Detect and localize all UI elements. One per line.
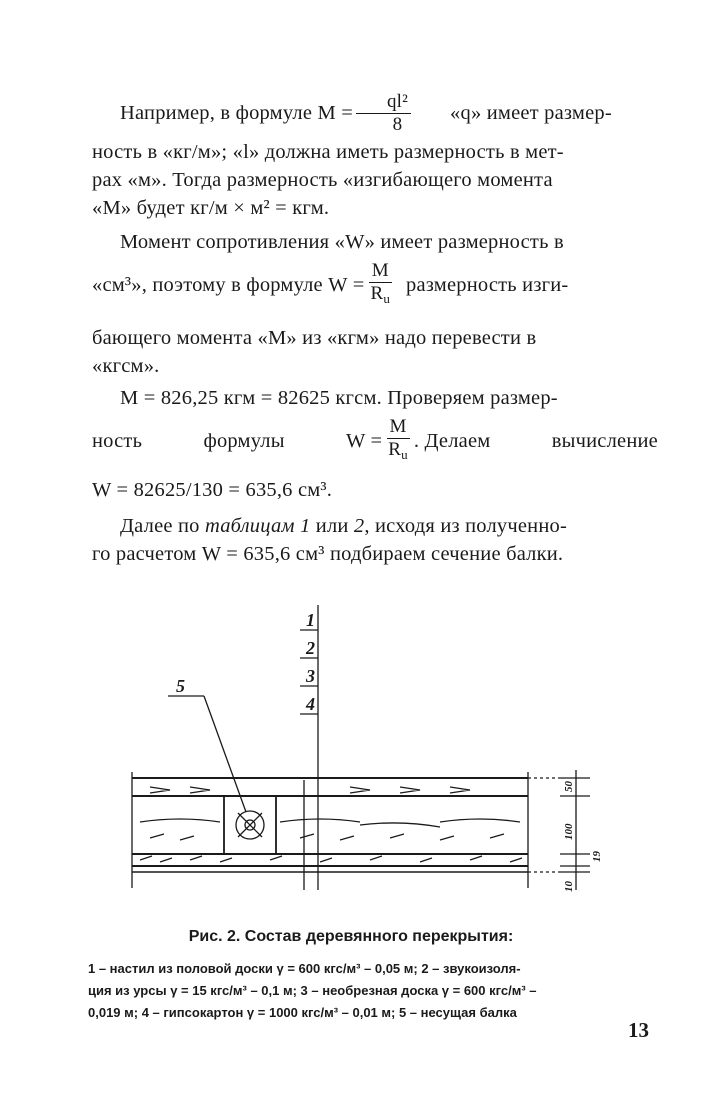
figure-caption-title: Рис. 2. Состав деревянного перекрытия: bbox=[188, 928, 514, 945]
table-reference: 2 bbox=[353, 515, 365, 537]
text-line: «см³», поэтому в формуле W = bbox=[92, 274, 365, 296]
fraction-numerator: ql² bbox=[356, 91, 411, 114]
denominator-subscript: u bbox=[383, 291, 391, 306]
text-word: W = bbox=[346, 430, 383, 452]
text-line: Далее по bbox=[120, 515, 205, 537]
caption-line: 1 – настил из половой доски γ = 600 кгс/м³ – 0,05 м; 2 – звукоизоля- bbox=[88, 961, 521, 976]
dimension-label: 50 bbox=[563, 781, 575, 792]
caption-line: ция из урсы γ = 15 кгс/м³ – 0,1 м; 3 – необрезная доска γ = 600 кгс/м³ – bbox=[88, 983, 537, 998]
text-word: вычисление bbox=[551, 430, 658, 452]
paragraph-2 bbox=[92, 228, 658, 380]
text-word: ность bbox=[92, 430, 143, 452]
text-line: «q» имеет размер- bbox=[450, 102, 612, 124]
text-line: W = 82625/130 = 635,6 см³. bbox=[92, 479, 333, 501]
denominator-letter: R bbox=[388, 439, 402, 460]
layer-label: 1 bbox=[306, 610, 315, 630]
paragraph-1 bbox=[92, 88, 658, 222]
fraction-denominator bbox=[385, 439, 411, 466]
page-number: 13 bbox=[628, 1018, 649, 1042]
text-line: Например, в формуле M = bbox=[120, 102, 353, 124]
text-word: формулы bbox=[203, 430, 285, 452]
formula-fraction bbox=[356, 91, 411, 136]
text-line: , исходя из полученно- bbox=[364, 515, 567, 537]
paragraph-3 bbox=[92, 384, 658, 504]
text-line: «М» будет кг/м × м² = кгм. bbox=[92, 197, 330, 219]
denominator-letter: R bbox=[370, 283, 384, 304]
denominator-subscript: u bbox=[401, 447, 408, 462]
text-line: Момент сопротивления «W» имеет размерность в bbox=[120, 231, 564, 253]
formula-fraction bbox=[367, 260, 393, 310]
figure-caption-body bbox=[88, 958, 658, 1024]
layer-label: 3 bbox=[306, 666, 315, 686]
dimension-label: 100 bbox=[563, 823, 575, 840]
text-line: или bbox=[310, 515, 354, 537]
text-line: размерность изги- bbox=[406, 274, 569, 296]
text-line: ность в «кг/м»; «l» должна иметь размерность в мет- bbox=[92, 141, 564, 163]
layer-label: 2 bbox=[306, 638, 315, 658]
table-reference: таблицам 1 bbox=[204, 515, 311, 537]
dimension-label: 10 bbox=[563, 881, 575, 892]
fraction-denominator bbox=[367, 283, 393, 310]
formula-fraction bbox=[385, 416, 411, 466]
fraction-numerator: M bbox=[369, 260, 392, 283]
floor-section-drawing bbox=[120, 600, 610, 910]
text-line: бающего момента «М» из «кгм» надо перевести в bbox=[92, 327, 537, 349]
text-line: го расчетом W = 635,6 см³ подбираем сечение балки. bbox=[92, 543, 564, 565]
text-line: M = 826,25 кгм = 82625 кгсм. Проверяем размер- bbox=[120, 387, 558, 409]
text-line: «кгсм». bbox=[92, 355, 160, 377]
beam-label: 5 bbox=[176, 676, 185, 696]
dimension-label: 19 bbox=[591, 851, 603, 862]
paragraph-4 bbox=[92, 512, 658, 568]
fraction-numerator: M bbox=[387, 416, 410, 439]
text-word: . Делаем bbox=[413, 430, 491, 452]
text-line: рах «м». Тогда размерность «изгибающего момента bbox=[92, 169, 553, 191]
fraction-denominator: 8 bbox=[392, 113, 403, 135]
caption-line: 0,019 м; 4 – гипсокартон γ = 1000 кгс/м³ – 0,01 м; 5 – несущая балка bbox=[88, 1005, 517, 1020]
layer-label: 4 bbox=[306, 694, 315, 714]
